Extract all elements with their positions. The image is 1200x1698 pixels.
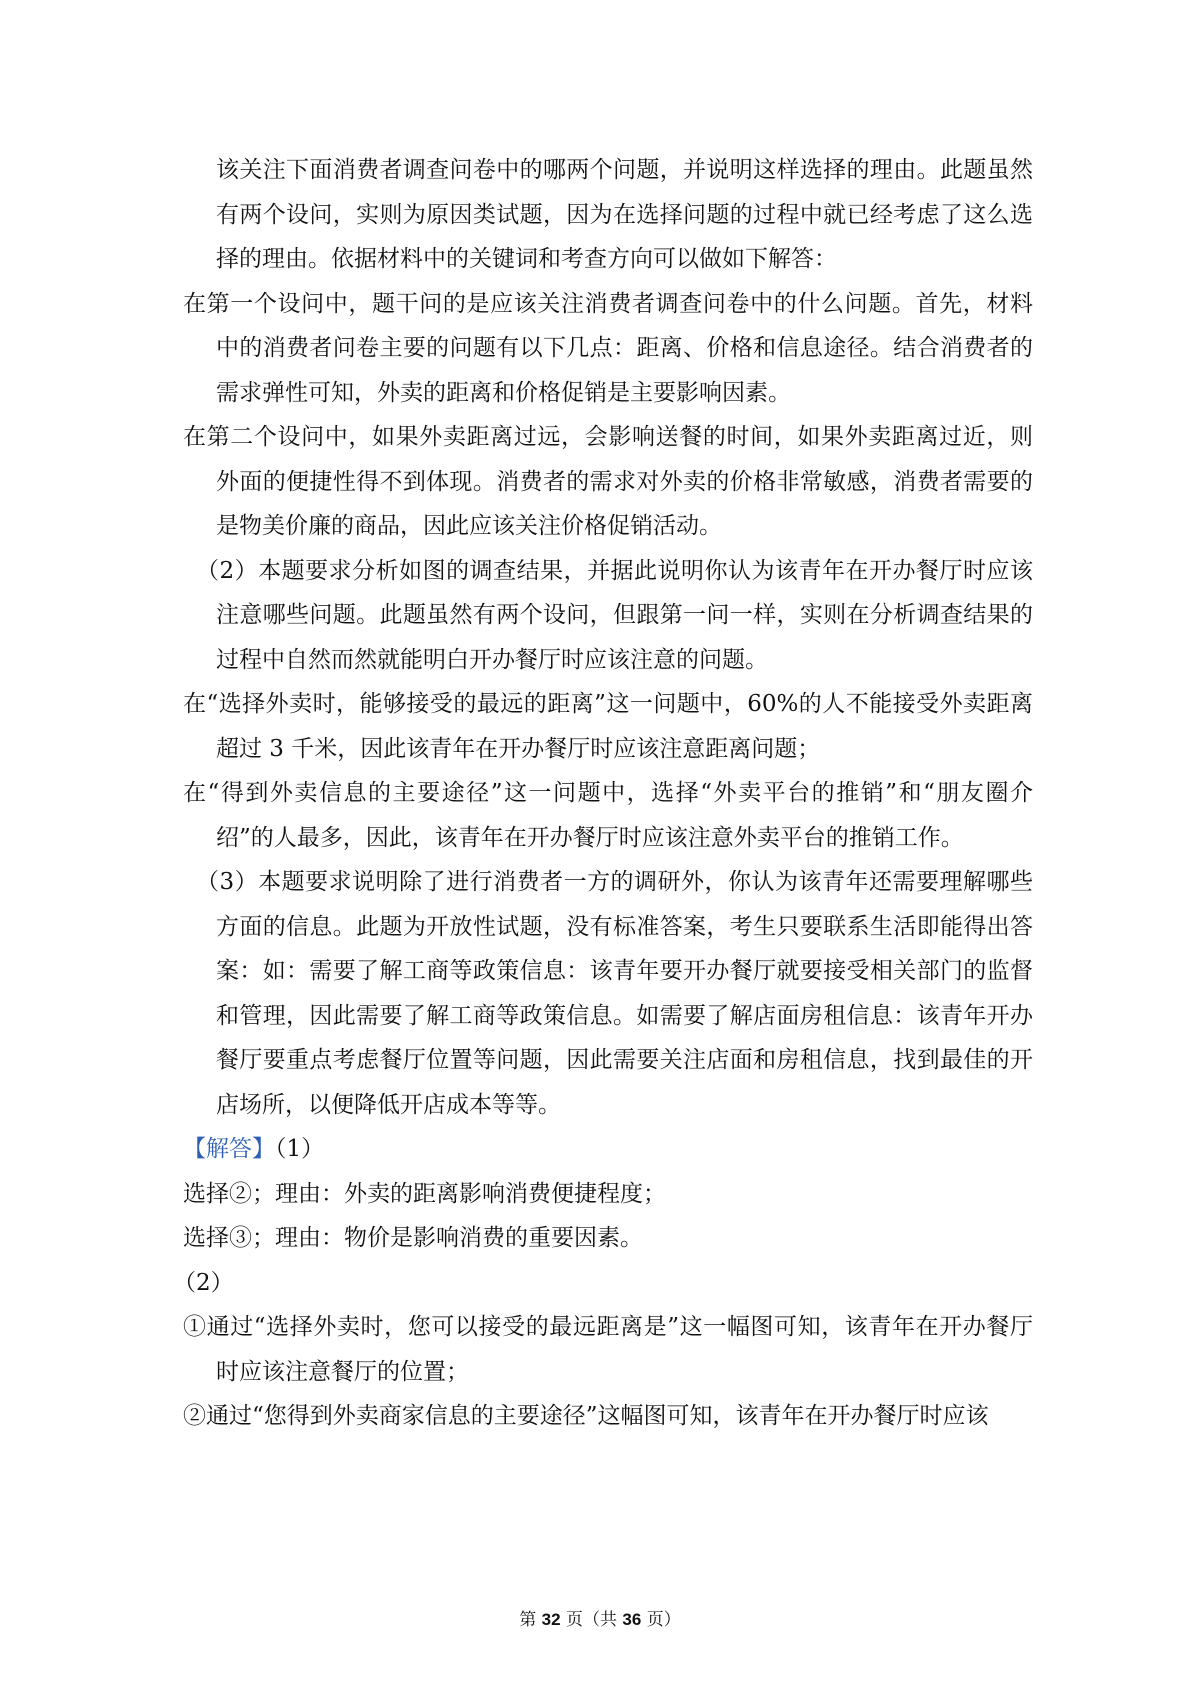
paragraph-part-3-analysis: （3）本题要求说明除了进行消费者一方的调研外，你认为该青年还需要理解哪些方面的信息。此题为开放性试题，没有标准答案，考生只要联系生活即能得出答案：如：需要了解工商等政策信息：该青年要开办餐厅就要接受相关部门的监督和管理，因此需要了解工商等政策信息。如需要了解店面房租信息：该青年开办餐厅要重点考虑餐厅位置等问题，因此需要关注店面和房租信息，找到最佳的开店场所，以便降低开店成本等等。 [196, 869, 1033, 1118]
footer-suffix: 页） [641, 1610, 681, 1630]
answer-item-2: ②通过“您得到外卖商家信息的主要途径”这幅图可知，该青年在开办餐厅时应该 [183, 1403, 989, 1429]
answer-item-1: ①通过“选择外卖时，您可以接受的最远距离是”这一幅图可知，该青年在开办餐厅时应该注意餐厅的位置； [183, 1314, 1033, 1385]
paragraph-first-question: 在第一个设问中，题干问的是应该关注消费者调查问卷中的什么问题。首先，材料中的消费者问卷主要的问题有以下几点：距离、价格和信息途径。结合消费者的需求弹性可知，外卖的距离和价格促销是主要影响因素。 [183, 290, 1033, 406]
answer-line-1: 选择②；理由：外卖的距离影响消费便捷程度； [183, 1180, 666, 1207]
paragraph-continued-analysis: 该关注下面消费者调查问卷中的哪两个问题，并说明这样选择的理由。此题虽然有两个设问，实则为原因类试题，因为在选择问题的过程中就已经考虑了这么选择的理由。依据材料中的关键词和考查方向可以做如下解答： [216, 157, 1033, 272]
answer-tag: 【解答】 [183, 1136, 275, 1162]
paragraph-part-2-analysis: （2）本题要求分析如图的调查结果，并据此说明你认为该青年在开办餐厅时应该注意哪些问题。此题虽然有两个设问，但跟第一问一样，实则在分析调查结果的过程中自然而然就能明白开办餐厅时应该注意的问题。 [196, 557, 1033, 673]
page-footer [0, 1605, 1200, 1630]
answer-heading [183, 1127, 1033, 1172]
answer-part-2-label: （2） [173, 1269, 234, 1296]
paragraph-distance-result: 在“选择外卖时，能够接受的最远的距离”这一问题中，60%的人不能接受外卖距离超过 3 千米，因此该青年在开办餐厅时应该注意距离问题； [183, 691, 1033, 762]
paragraph-channel-result: 在“得到外卖信息的主要途径”这一问题中，选择“外卖平台的推销”和“朋友圈介绍”的人最多，因此，该青年在开办餐厅时应该注意外卖平台的推销工作。 [183, 780, 1033, 851]
document-body [173, 148, 1033, 1439]
answer-line-2: 选择③；理由：物价是影响消费的重要因素。 [183, 1225, 643, 1251]
footer-total-pages: 36 [622, 1610, 642, 1629]
footer-page-number: 32 [541, 1610, 561, 1629]
paragraph-second-question: 在第二个设问中，如果外卖距离过远，会影响送餐的时间，如果外卖距离过近，则外面的便捷性得不到体现。消费者的需求对外卖的价格非常敏感，消费者需要的是物美价廉的商品，因此应该关注价格促销活动。 [183, 424, 1033, 539]
footer-prefix: 第 [519, 1610, 542, 1630]
answer-part-1-label: （1） [275, 1136, 325, 1162]
footer-middle: 页（共 [560, 1610, 623, 1630]
